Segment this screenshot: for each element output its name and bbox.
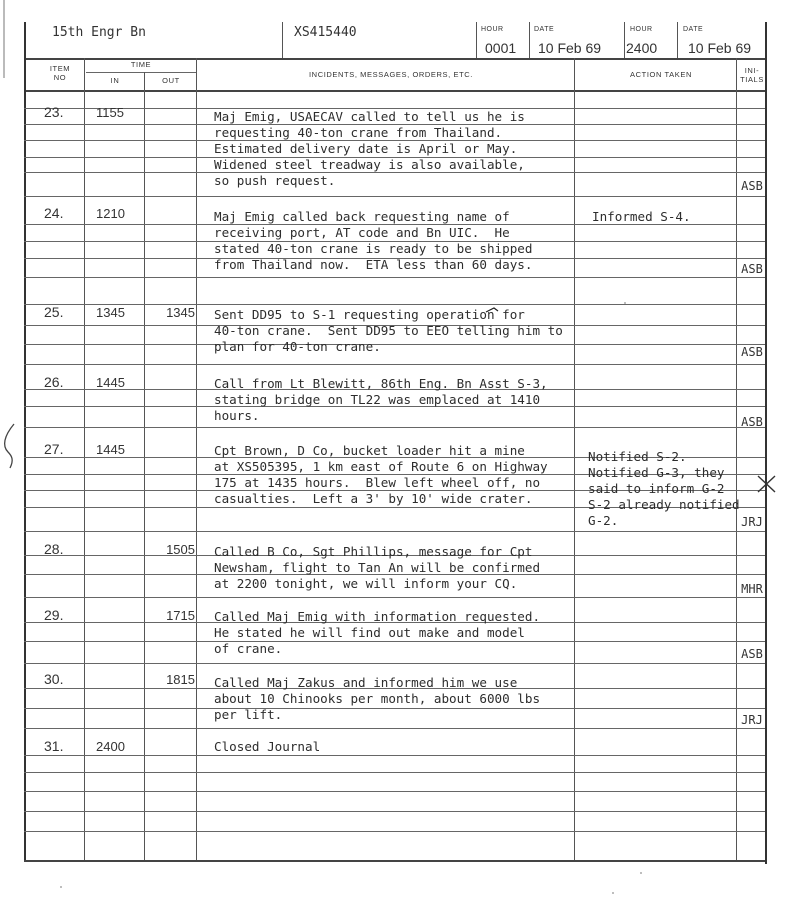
col-initials-header: INI- TIALS [740, 66, 764, 84]
time-out: 1345 [166, 305, 195, 320]
entry-message: Called B Co, Sgt Phillips, message for Cpt Newsham, flight to Tan An will be confirmed at 2200 tonight, we will inform your CQ. [214, 544, 541, 591]
item-number: 28. [44, 541, 64, 557]
item-number: 25. [44, 304, 64, 320]
entry-message: Called Maj Zakus and informed him we use about 10 Chinooks per month, about 6000 lbs per lift. [214, 675, 541, 722]
entry-message: Cpt Brown, D Co, bucket loader hit a mine at XS505395, 1 km east of Route 6 on Highway 175 at 1435 hours. Blew left wheel off, no casualties. Left a 3' by 10' wide crater. [214, 443, 548, 506]
col-time-header: TIME [130, 60, 152, 69]
col-incidents-header: INCIDENTS, MESSAGES, ORDERS, ETC. [309, 70, 473, 79]
col-time-out-header: OUT [162, 76, 180, 85]
time-in: 1210 [96, 206, 125, 221]
grid-row-line [86, 72, 196, 73]
entry-initials: ASB [741, 647, 763, 661]
grid-column-line [196, 58, 197, 860]
grid-column-line [84, 58, 85, 860]
col-item-header: ITEM NO [49, 64, 71, 82]
journal-header [24, 22, 765, 58]
entry-initials: ASB [741, 345, 763, 359]
entry-initials: ASB [741, 262, 763, 276]
col-action-header: ACTION TAKEN [630, 70, 692, 79]
entry-action: Notified S-2. Notified G-3, they said to inform G-2 S-2 already notified G-2. [588, 449, 740, 528]
time-out: 1715 [166, 608, 195, 623]
entry-message: Sent DD95 to S-1 requesting operation for 40-ton crane. Sent DD95 to EEO telling him to plan for 40-ton crane. [214, 307, 563, 354]
entry-initials: JRJ [741, 515, 763, 529]
grid-row-line [24, 364, 765, 365]
location-code: XS415440 [294, 25, 357, 40]
item-number: 23. [44, 104, 64, 120]
item-number: 24. [44, 205, 64, 221]
entry-action: Informed S-4. [592, 209, 691, 224]
time-out: 1815 [166, 672, 195, 687]
grid-row-line [24, 663, 765, 664]
entry-message: Maj Emig, USAECAV called to tell us he is requesting 40-ton crane from Thailand. Estimated delivery date is April or May. Widened steel treadway is also available, so push request. [214, 109, 525, 188]
item-number: 31. [44, 738, 64, 754]
entry-initials: ASB [741, 415, 763, 429]
to-date-label: DATE [683, 26, 704, 33]
item-number: 26. [44, 374, 64, 390]
grid-column-line [24, 22, 26, 862]
from-hour: 0001 [485, 40, 517, 56]
time-out: 1505 [166, 542, 195, 557]
grid-row-line [24, 860, 765, 862]
grid-row-line [24, 427, 765, 428]
time-in: 1445 [96, 375, 125, 390]
to-hour-label: HOUR [630, 26, 653, 33]
time-in: 1445 [96, 442, 125, 457]
grid-row-line [24, 90, 765, 92]
entry-message: Closed Journal [214, 739, 321, 754]
entry-message: Maj Emig called back requesting name of receiving port, AT code and Bn UIC. He stated 40-ton crane is ready to be shipped from Thailand now. ETA less than 60 days. [214, 209, 533, 272]
grid-row-line [24, 728, 765, 729]
col-time-in-header: IN [110, 76, 120, 85]
item-number: 29. [44, 607, 64, 623]
item-number: 30. [44, 671, 64, 687]
time-in: 2400 [96, 739, 125, 754]
time-in: 1155 [96, 105, 124, 120]
to-date: 10 Feb 69 [688, 40, 752, 56]
entry-initials: JRJ [741, 713, 763, 727]
grid-row-line [24, 772, 765, 773]
from-hour-label: HOUR [481, 26, 504, 33]
entry-initials: MHR [741, 582, 763, 596]
header-divider [282, 22, 283, 58]
grid-row-line [24, 58, 765, 60]
entry-message: Called Maj Emig with information requested. He stated he will find out make and model of crane. [214, 609, 541, 656]
margin-bracket-mark [5, 424, 14, 468]
unit-name: 15th Engr Bn [52, 25, 146, 40]
grid-row-line [24, 791, 765, 792]
grid-row-line [24, 531, 765, 532]
grid-column-line [765, 22, 767, 864]
grid-row-line [24, 196, 765, 197]
entry-initials: ASB [741, 179, 763, 193]
from-date: 10 Feb 69 [538, 40, 602, 56]
entry-message: Call from Lt Blewitt, 86th Eng. Bn Asst S-3, stating bridge on TL22 was emplaced at 1410 hours. [214, 376, 548, 423]
grid-row-line [24, 811, 765, 812]
time-in: 1345 [96, 305, 125, 320]
item-number: 27. [44, 441, 64, 457]
grid-row-line [24, 755, 765, 756]
to-hour: 2400 [626, 40, 658, 56]
grid-row-line [24, 831, 765, 832]
from-date-label: DATE [534, 26, 555, 33]
grid-row-line [24, 277, 765, 278]
grid-row-line [24, 597, 765, 598]
